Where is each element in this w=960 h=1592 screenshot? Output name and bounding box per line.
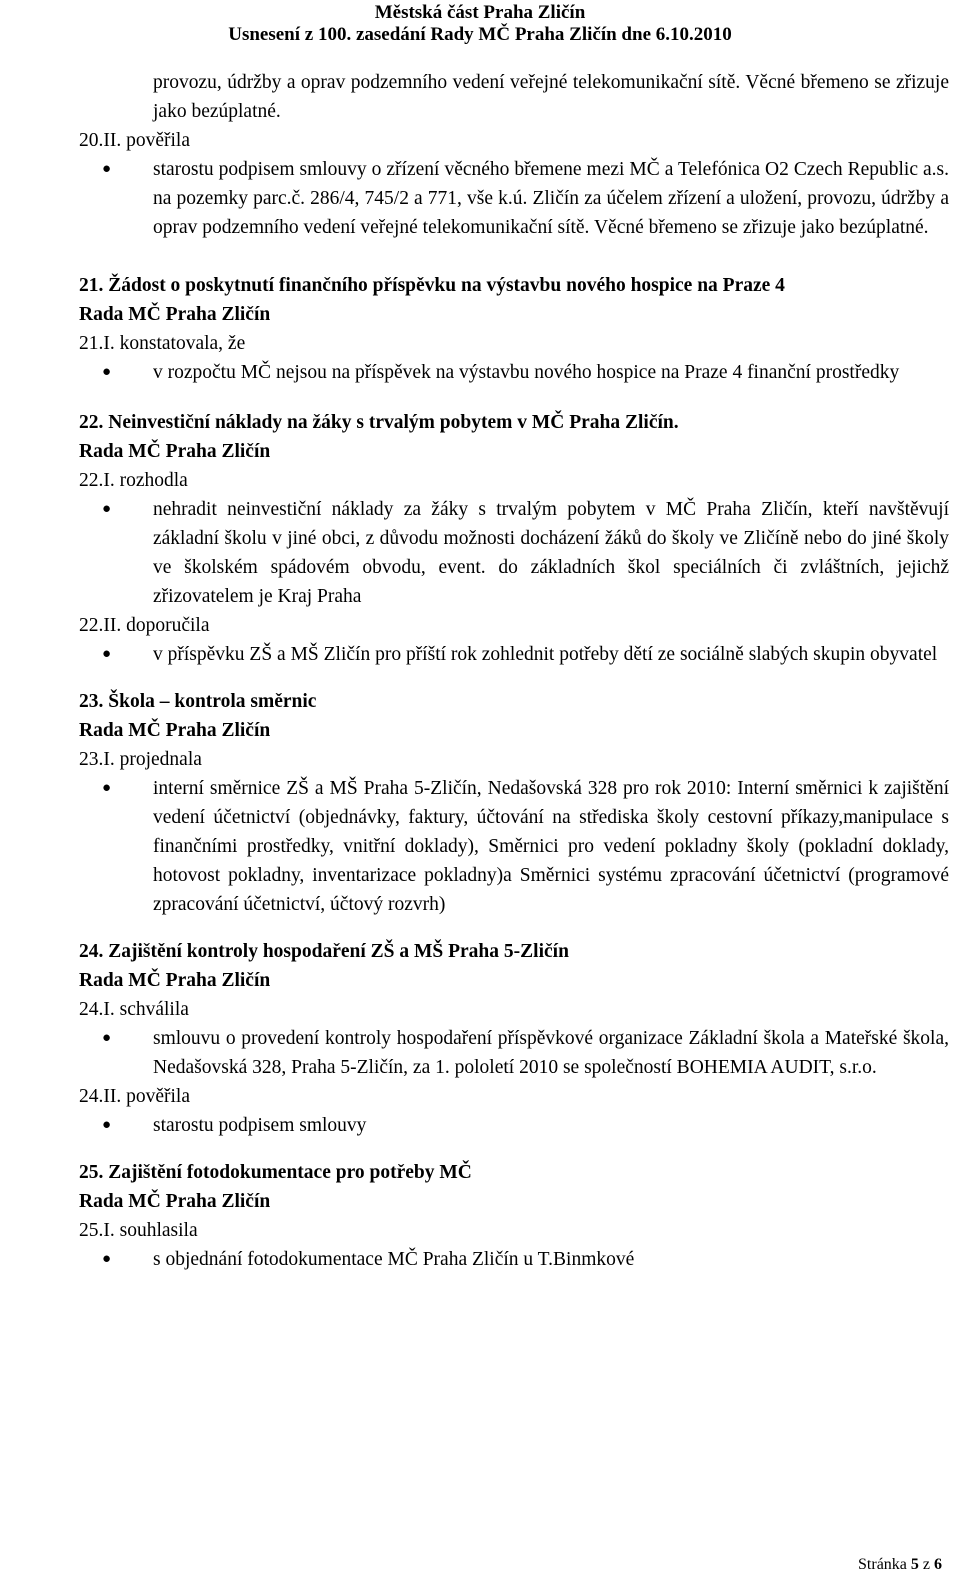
header-subtitle: Usnesení z 100. zasedání Rady MČ Praha Zličín dne 6.10.2010 [228, 24, 732, 45]
item-heading: 24. Zajištění kontroly hospodaření ZŠ a MŠ Praha 5-Zličín [79, 941, 569, 962]
resolution-bullet [79, 495, 949, 611]
bullet-text: v příspěvku ZŠ a MŠ Zličín pro příští rok zohlednit potřeby dětí ze sociálně slabých skupin obyvatel [153, 644, 938, 665]
total-pages: 6 [934, 1556, 942, 1573]
page-number [858, 1555, 942, 1575]
page-number-prefix: Stránka [858, 1556, 911, 1573]
document-body [79, 68, 949, 1274]
resolution-label: 22.II. doporučila [79, 615, 210, 636]
item-heading: 22. Neinvestiční náklady na žáky s trvalým pobytem v MČ Praha Zličín. [79, 412, 679, 433]
bullet-text: starostu podpisem smlouvy o zřízení věcného břemene mezi MČ a Telefónica O2 Czech Republic a.s. na pozemky parc.č. 286/4, 745/2 a 771, vše k.ú. Zličín za účelem zřízení a uložení, provozu, údržby a oprav podzemního vedení veřejné telekomunikační sítě. Věcné břemeno se zřizuje jako bezúplatné. [153, 159, 949, 238]
bullet-icon: ● [102, 501, 112, 517]
bullet-icon: ● [102, 780, 112, 796]
page-header [0, 0, 960, 46]
bullet-text: interní směrnice ZŠ a MŠ Praha 5-Zličín, Nedašovská 328 pro rok 2010: Interní směrnici k zajištění vedení účetnictví (objednávky, faktury, účtování na střediska školy cestovní příkazy,manipulace s finančními prostředky, vnitřní doklady), Směrnici pro vedení pokladny školy (pokladní doklady, hotovost pokladny, inventarizace pokladny)a Směrnici systému zpracování účetnictví (programové zpracování účetnictví, účtový rozvrh) [153, 778, 949, 915]
council-name: Rada MČ Praha Zličín [79, 1191, 271, 1212]
council-name: Rada MČ Praha Zličín [79, 970, 271, 991]
resolution-label: 23.I. projednala [79, 749, 202, 770]
resolution-label: 25.I. souhlasila [79, 1220, 198, 1241]
bullet-icon: ● [102, 1251, 112, 1267]
continuation-paragraph: provozu, údržby a oprav podzemního vedení veřejné telekomunikační sítě. Věcné břemeno se zřizuje jako bezúplatné. [153, 72, 949, 122]
resolution-label: 24.I. schválila [79, 999, 189, 1020]
bullet-icon: ● [102, 161, 112, 177]
resolution-bullet [79, 640, 949, 669]
resolution-label: 20.II. pověřila [79, 130, 191, 151]
bullet-text: s objednání fotodokumentace MČ Praha Zličín u T.Binmkové [153, 1249, 635, 1270]
resolution-bullet [79, 1245, 949, 1274]
resolution-bullet [79, 155, 949, 242]
resolution-bullet [79, 1111, 949, 1140]
header-title: Městská část Praha Zličín [374, 2, 586, 23]
bullet-icon: ● [102, 1117, 112, 1133]
bullet-text: starostu podpisem smlouvy [153, 1115, 367, 1136]
resolution-label: 24.II. pověřila [79, 1086, 191, 1107]
current-page: 5 [910, 1556, 919, 1573]
item-heading: 25. Zajištění fotodokumentace pro potřeby MČ [79, 1162, 472, 1183]
page-number-separator: z [918, 1556, 934, 1573]
item-heading: 23. Škola – kontrola směrnic [79, 691, 317, 712]
bullet-icon: ● [102, 646, 112, 662]
resolution-bullet [79, 358, 949, 387]
council-name: Rada MČ Praha Zličín [79, 304, 271, 325]
resolution-bullet [79, 1024, 949, 1082]
bullet-icon: ● [102, 364, 112, 380]
council-name: Rada MČ Praha Zličín [79, 720, 271, 741]
bullet-icon: ● [102, 1030, 112, 1046]
bullet-text: nehradit neinvestiční náklady za žáky s trvalým pobytem v MČ Praha Zličín, kteří navštěvují základní školu v jiné obci, z důvodu možnosti docházení žáků do školy ve Zličíně nebo do jiné školy ve školském spádovém obvodu, event. do základních škol speciálních či zvláštních, jejichž zřizovatelem je Kraj Praha [153, 499, 949, 607]
resolution-label: 21.I. konstatovala, že [79, 333, 246, 354]
resolution-bullet [79, 774, 949, 919]
resolution-label: 22.I. rozhodla [79, 470, 188, 491]
item-heading: 21. Žádost o poskytnutí finančního příspěvku na výstavbu nového hospice na Praze 4 [79, 275, 785, 296]
bullet-text: smlouvu o provedení kontroly hospodaření příspěvkové organizace Základní škola a Mateřské škola, Nedašovská 328, Praha 5-Zličín, za 1. pololetí 2010 se společností BOHEMIA AUDIT, s.r.o. [153, 1028, 949, 1078]
bullet-text: v rozpočtu MČ nejsou na příspěvek na výstavbu nového hospice na Praze 4 finanční prostředky [153, 362, 900, 383]
council-name: Rada MČ Praha Zličín [79, 441, 271, 462]
